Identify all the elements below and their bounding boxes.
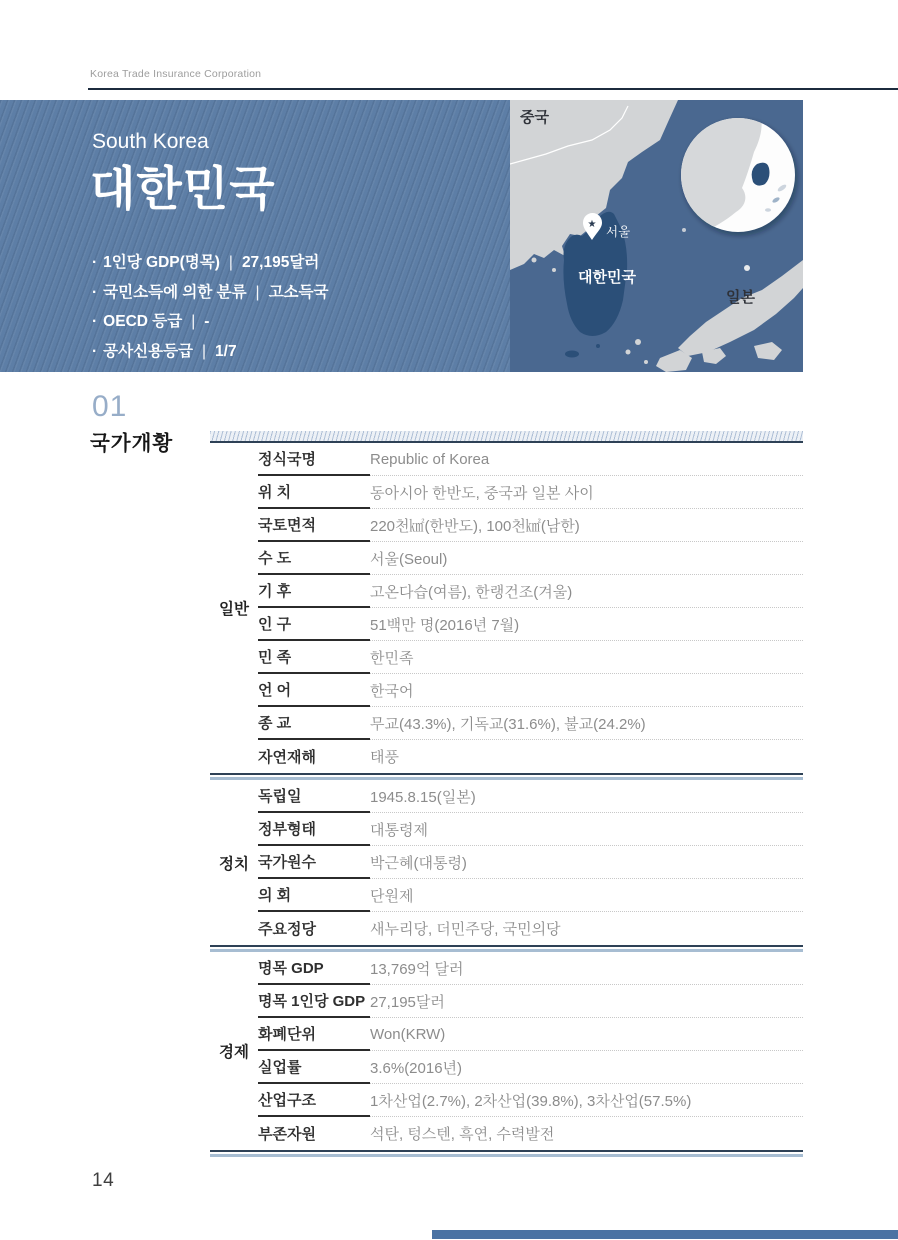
table-row [258,1018,803,1051]
group-rows [258,780,803,945]
table-group [210,443,803,773]
country-name-ko: 대한민국 [90,162,276,215]
row-value: 51백만 명(2016년 7월) [370,608,803,641]
section-divider [210,773,803,780]
row-value: Republic of Korea [370,443,803,476]
table-row [258,707,803,740]
fact-separator: | [191,313,196,330]
group-name: 정치 [219,855,249,873]
row-value: 단원제 [370,879,803,912]
row-value: 서울(Seoul) [370,542,803,575]
pin-star-glyph: ★ [587,219,597,230]
group-name: 경제 [219,1044,249,1061]
fact-separator: | [228,254,233,271]
sea-island-dot [682,228,686,232]
row-label: 명목 1인당 GDP [258,985,370,1018]
row-label: 자연재해 [258,749,316,766]
fact-value: 고소득국 [268,283,329,301]
table-row [258,443,803,476]
island [596,344,600,348]
row-value: 태풍 [370,749,399,766]
fact-value: 27,195달러 [241,254,320,271]
table-row [258,846,803,879]
fact-label: OECD 등급 [103,313,183,330]
row-value: 1945.8.15(일본) [370,780,803,813]
row-value: 13,769억 달러 [370,952,803,985]
map-label-korea: 대한민국 [578,269,636,286]
table-row [258,674,803,707]
fact-separator: | [255,283,260,301]
country-fact [92,307,328,337]
row-label: 민 족 [258,641,370,674]
table-row [258,1051,803,1084]
row-label: 정부형태 [258,813,370,846]
island [644,360,648,364]
table-row [258,780,803,813]
row-value: 대통령제 [370,813,803,846]
country-fact-list [92,248,328,366]
island [552,268,556,272]
section-number: 01 [92,390,128,423]
table-group [210,952,803,1150]
row-label: 인 구 [258,608,370,641]
table-row [258,575,803,608]
bullet-dot: · [92,313,98,330]
row-value: 새누리당, 더민주당, 국민의당 [370,921,561,938]
row-label: 화폐단위 [258,1018,370,1051]
fact-label: 1인당 GDP(명목) [103,254,220,271]
row-value: 한국어 [370,674,803,707]
map-label-seoul: 서울 [606,225,631,239]
row-label: 의 회 [258,879,370,912]
table-row [258,1117,803,1150]
header-rule [88,88,898,90]
table-row [258,952,803,985]
row-value: 3.6%(2016년) [370,1051,803,1084]
row-label: 수 도 [258,542,370,575]
island [541,247,547,253]
table-row [258,879,803,912]
row-label: 국토면적 [258,509,370,542]
row-value: 무교(43.3%), 기독교(31.6%), 불교(24.2%) [370,707,803,740]
row-value: 동아시아 한반도, 중국과 일본 사이 [370,476,803,509]
globe-japan-island [765,208,771,212]
table-row [258,476,803,509]
row-label: 주요정당 [258,921,316,938]
page-number: 14 [92,1170,115,1191]
table-row [258,542,803,575]
table-group [210,780,803,945]
row-label: 독립일 [258,780,370,813]
table-row [258,1084,803,1117]
section-divider [210,945,803,952]
row-value: 박근혜(대통령) [370,846,803,879]
row-value: 1차산업(2.7%), 2차산업(39.8%), 3차산업(57.5%) [370,1084,803,1117]
row-value: 220천㎢(한반도), 100천㎢(남한) [370,509,803,542]
table-row [258,509,803,542]
row-label: 언 어 [258,674,370,707]
row-label: 실업률 [258,1051,370,1084]
country-map [510,100,803,372]
fact-label: 공사신용등급 [103,342,194,360]
map-label-china: 중국 [520,109,549,126]
island [626,350,631,355]
table-top-hatch-bar [210,431,803,443]
row-value: 석탄, 텅스텐, 흑연, 수력발전 [370,1126,555,1143]
group-rows [258,443,803,773]
table-row [258,740,803,773]
row-label: 종 교 [258,707,370,740]
bullet-dot: · [92,254,98,271]
fact-separator: | [202,342,207,360]
table-row [258,608,803,641]
fact-value: 1/7 [215,342,237,360]
table-row [258,813,803,846]
bullet-dot: · [92,342,98,360]
section-title: 국가개황 [90,432,174,455]
sea-island-dot [744,265,750,271]
fact-label: 국민소득에 의한 분류 [103,283,247,301]
row-value: 한민족 [370,641,803,674]
row-value: Won(KRW) [370,1018,803,1051]
footer-accent-bar [432,1230,898,1239]
brand-text: Korea Trade Insurance Corporation [90,68,262,80]
group-rows [258,952,803,1150]
row-label: 정식국명 [258,443,370,476]
table-row [258,641,803,674]
table-row [258,912,803,945]
island [635,339,641,345]
jeju-island [565,351,579,358]
map-graphic [510,100,803,372]
country-name-en: South Korea [92,130,209,153]
table-row [258,985,803,1018]
row-label: 부존자원 [258,1126,316,1143]
country-fact [92,278,328,308]
country-fact [92,337,328,367]
bullet-dot: · [92,283,98,301]
fact-value: - [204,313,210,330]
group-name: 일반 [219,601,249,618]
country-fact [92,248,328,278]
overview-table [210,431,803,1157]
island [532,258,537,263]
row-label: 기 후 [258,575,370,608]
row-label: 위 치 [258,476,370,509]
row-label: 명목 GDP [258,952,370,985]
row-value: 27,195달러 [370,985,803,1018]
row-value: 고온다습(여름), 한랭건조(겨울) [370,575,803,608]
map-label-japan: 일본 [726,289,755,306]
section-divider [210,1150,803,1157]
row-label: 국가원수 [258,846,370,879]
row-label: 산업구조 [258,1084,370,1117]
